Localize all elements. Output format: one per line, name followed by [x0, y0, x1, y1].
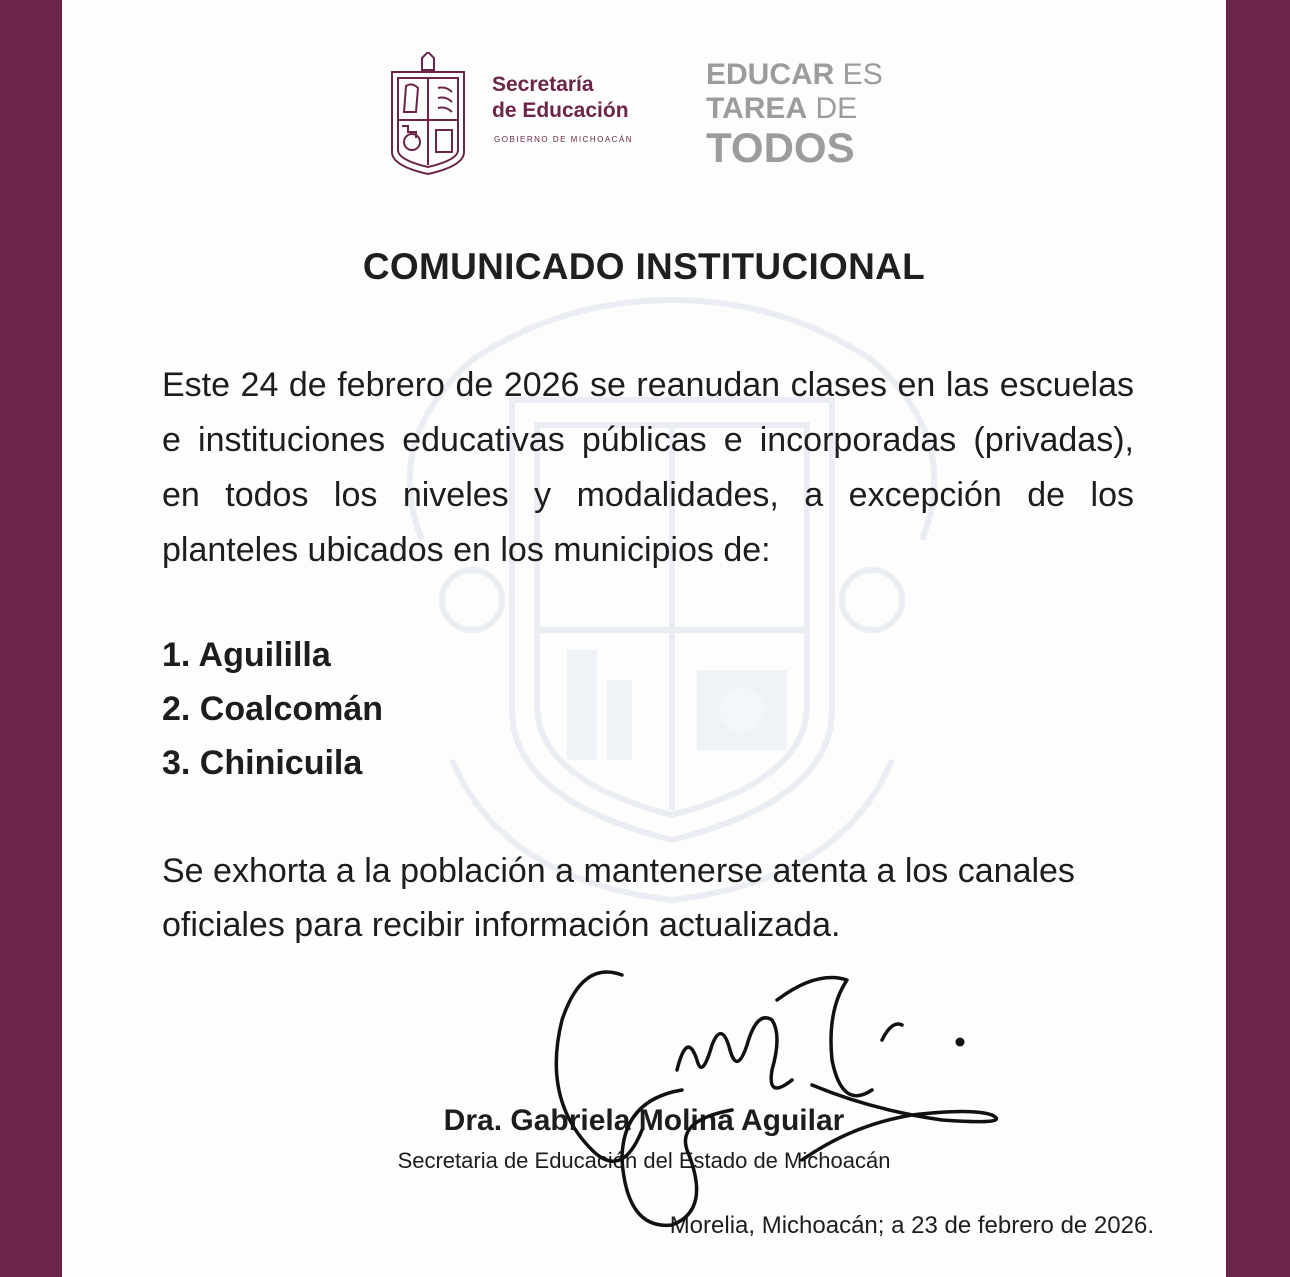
secretaria-line1: Secretaría [492, 73, 594, 96]
signer-role: Secretaria de Educación del Estado de Michoacán [397, 1148, 891, 1173]
secretaria-name [492, 72, 629, 124]
list-item: 2. Coalcomán [162, 690, 384, 728]
signer-name: Dra. Gabriela Molina Aguilar [443, 1104, 845, 1137]
list-item: 3. Chinicuila [162, 744, 363, 782]
secretaria-line2: de Educación [492, 99, 629, 122]
slogan-educar: EDUCAR [706, 58, 835, 91]
letterhead [388, 52, 908, 182]
slogan-todos: TODOS [706, 124, 855, 171]
document-title: COMUNICADO INSTITUCIONAL [362, 246, 926, 287]
list-item: 1. Aguililla [162, 636, 331, 674]
handwritten-signature [472, 950, 1012, 1250]
slogan-de: DE [807, 92, 858, 125]
michoacan-shield-logo [388, 52, 468, 176]
municipios-list [162, 628, 383, 790]
main-paragraph: Este 24 de febrero de 2026 se reanudan clases en las escuelas e instituciones educativas públicas e incorporadas (privadas), en todos los niveles y modalidades, a excepción de los planteles ubicados en los municipios de: [162, 366, 1134, 569]
closing-paragraph: Se exhorta a la población a mantenerse atenta a los canales oficiales para recibir información actualizada. [162, 852, 1075, 944]
slogan-tarea: TAREA [706, 92, 808, 125]
place-date: Morelia, Michoacán; a 23 de febrero de 2026. [669, 1212, 1154, 1239]
slogan-es: ES [834, 58, 883, 91]
slogan [706, 58, 883, 170]
document-page [62, 0, 1226, 1277]
gobierno-label: GOBIERNO DE MICHOACÁN [494, 135, 634, 144]
